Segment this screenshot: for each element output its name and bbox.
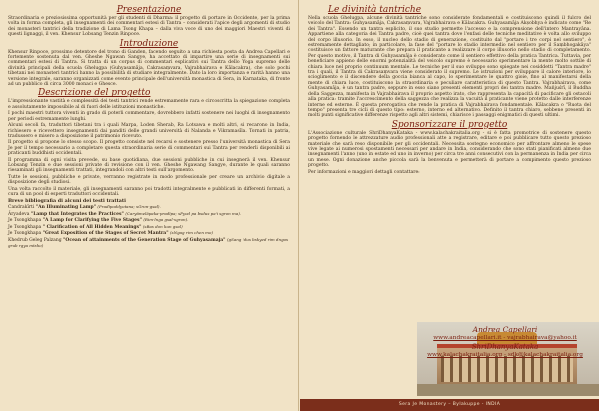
bibliography-item: Khedrub Geleg Palzang "Ocean of attainments of the Generation Stage of Guhyasamaja" (gSang 'dus bskyed rim dngos grub rgya mtsho) [8, 236, 289, 249]
bibliography-list [8, 204, 290, 250]
descrizione-paragraph: Tutte le sessioni, pubbliche e private, verranno registrate in modo professionale per creare un archivio digitale a disposizione degli studiosi. [8, 174, 290, 186]
contact-name: Andrea Capellari [472, 325, 538, 334]
bibliography-item: Je Tsongkhapa "Great Exposition of the Stages of Secret Mantra" (sNgag rim chen mo) [8, 230, 213, 237]
contact-org: ShriDhanyaKataka [471, 343, 539, 351]
bibliography-title: Breve bibliografia di alcuni dei testi trattati [8, 198, 126, 205]
descrizione-paragraph: L'impressionante vastità e complessità dei testi tantrici rende estremamente rara e circoscritta la spiegazione completa e assolutamente impossibile al di fuori delle istituzioni monastiche. [8, 99, 290, 110]
footer-location: Sera Je Monastery – Bylakuppe - INDIA [300, 399, 599, 411]
contact-links-sdk[interactable]: www.kalachakraitalia.org - sdk@kalachakraitalia.org [427, 352, 583, 358]
contact-text [410, 324, 599, 359]
introduzione-text: Khensur Rinpoce, prossimo detentore del trono di Ganden, facendo seguito a una richiesta posta da Andrea Capellari e fortemente sostenuta dal ven. Gheshe Ngawan Sangye, ha accettato di impartire una serie di insegnamenti sui commentari estesi di Tantra. Si tratta di un corpus di commentari esplicativi sui Tantra dello Yoga supremo delle divinità principali della scuola Ghelugpa (Guhyasamāja, Cakrasaṃvara, Vajrabhairava e Kālacakra), che solo pochi tibetani nei monasteri tantrici hanno la possibilità di studiare integralmente. Dato la loro importanza e rarità hanno una versione integrale, saranno organizzati come evento principale dell'università monastica di Sera, in Karnataka, di fronte ad un pubblico di circa 3000 monaci e Ghesce. [8, 49, 290, 88]
sponsor-contact-intro: Per informazioni e maggiori dettagli contattare: [308, 169, 420, 175]
contacts-block [300, 322, 599, 396]
bibliography-item: Je Tsongkhapa " Clarification of All Hidden Meanings" (sBas don kun gsal) [8, 223, 183, 230]
descrizione-paragraph: Il programma di ogni visita prevede, su base quotidiana, due sessioni pubbliche in cui insegnerà il ven. Khensur Lobsang Tenzin e due sessioni private di revisione con il ven. Gheshe Ngawang Sangye, durante le quali saranno riesaminati gli insegnamenti trattati, integrandoli con altri testi sull'argomento. [8, 157, 290, 174]
sponsor-text: L'Associazione culturale ShriDhanyaKataka - www.kalachakraitalia.org - si è fatta promotrice di sostenere questo progetto fornendo le attrezzature audio professionali atte a registrare, editare e poi pubblicare tutto questo prezioso materiale che sarà reso disponibile per gli occidentali. Necessita sostegno economico per affrontare almeno le spese vive legate ai numerosi spostamenti necessari per andare in India, considerando che sono stati pianificati almeno due insegnamenti l'anno (uno in estate ed uno in inverno) per circa tre anni consecutivi con la permanenza in India per circa un mese. Ogni donazione anche piccola sarà la benvenuta e permetterà di portare a compimento questo prezioso progetto. [308, 130, 591, 169]
section-title-divinita: Le divinità tantriche [328, 5, 422, 15]
descrizione-paragraph: Il progetto si propone lo stesso scopo. Il progetto consiste nel recarsi e sostenere presso l'università monastica di Sera Je per il tempo necessario a completare questa straordinaria serie di commentari sui Tantra per renderli disponibili ai praticanti buddhisti occidentali. [8, 140, 290, 157]
section-title-introduzione: Introduzione [119, 38, 179, 49]
presentazione-text: Straordinaria e preziosissima opportunità per gli studenti di Dharma: il progetto di portare in Occidente, per la prima volta in forma completa, gli insegnamenti dei commentari estesi di Tantra – considerati l'apice degli argomenti di studio dei monasteri tantrici della tradizione di Lama Tsong Khapa – dalla viva voce di uno dei maggiori Maestri viventi di questi lignaggi, il ven. Khensur Lobsang Tenzin Rinpoce. [8, 16, 290, 38]
section-title-presentazione: Presentazione [116, 5, 182, 15]
left-column [0, 0, 299, 411]
descrizione-paragraph: Alcuni secoli fa, traduttori tibetani tra i quali Marpa, Loden Sherab, Ra Lotsawa e molti altri, si recarono in India, richiesero e ricevettero insegnamenti dai panditi delle grandi università di Nalanda e Vikramasīla. Tornati in patria, tradussero e misero a disposizione il patrimonio ricevuto. [8, 123, 290, 139]
bibliography-item: Candrakīrti "An Illuminating Lamp" (Pradīpoddyotana; sGron-gsal). [8, 204, 161, 211]
bibliography-item: Je Tsongkhapa "A Lamp for Clarifying the Five Stages" (Rim-lnga gsal-sgron). [8, 217, 189, 224]
bibliography-item: Āryadeva "Lamp that Integrates the Practices" (Caryāmelāpaka-pradīpa; sPyod pa bsdus pa'i sgron ma). [8, 210, 242, 217]
section-title-sponsor: Sponsorizzare il progetto [391, 119, 508, 130]
descrizione-paragraph: I pochi maestri tuttora viventi in grado di poterli commentare, dovrebbero infatti sostenere nei luoghi di insegnamento per periodi estremamente lunghi. [8, 111, 290, 122]
divinita-text: Nella scuola Ghelugpa, alcune divinità tantriche sono considerate fondamentali e costituiscono quindi il fulcro del veicolo del Tantra: Guhyasamāja, Cakrasaṃvara, Vajrabhairava e Kālacakra. Guhyasamāja Akṣobhya è indicato come "Re dei Tantra". Essendo un tantra esplicito, il suo studio permette l'accesso e la comprensione dell'intero Mantrayāna. Appartiene alla categoria dei Tantra padre, cioè quei tantra dove l'enfasi delle tecniche meditative è volta allo sviluppo del corpo illusorio. In esso, il nucleo dello stadio di generazione, costituito dal "portare i tre corpi nel sentiero", è estremamente dettagliato; in particolare, la fase del "portare lo stadio intermedio nel sentiero per il Saṃbhogakāya" costituisce un fattore maturante che prepara il praticante a realizzare il corpo illusorio nello stadio di completamento. Per questo motivo, il Tantra di Guhyasamāja è considerato come il sentiero effettivo della pratica Tantrica. Tuttavia, per beneficiare appieno delle enormi potenzialità del veicolo supremo è necessario sperimentare la mente molto sottile di chiara luce nel proprio continuum mentale. Le tecniche per il suo sviluppo sono spiegate nei cosiddetti "Tantra madre" tra i quali, il Tantra di Cakrasaṃvara viene considerato il supremo. Le istruzioni per sviluppare il calore interiore, lo scioglimento e il discendere della goccia bianca al capo, lo sperimentare le quattro gioie, fino al manifestarsi della mente di chiara luce, costituiscono la straordinaria e peculiare caratteristica di questo Tantra. Vajrabhairava, come Guhyasamāja, è un tantra padre, seppure in esso siano presenti elementi propri dei tantra madre. Mañjuśrī, il Buddha della Saggezza, manifesta in Vajrabhairava il proprio aspetto irato, che rappresenta la capacità di pacificare gli ostacoli alla pratica: tramite l'accrescimento della saggezza che realizza la vacuità il praticante viene protetto dalle interferenze interne ed esterne. È questa prerogativa che rende la pratica di Vajrabhairava fondamentale. Kālacakra o "Ruota del tempo" presenta tre cicli di questo tipo: esterno, interno ed alternativo. Definito il tantra chiaro, sebbene presenti in molti punti significative differenze rispetto agli altri sistemi, chiarisce i passaggi enigmatici di questi ultimi. [308, 16, 591, 119]
descrizione-paragraph: Una volta raccolto il materiale, gli insegnamenti saranno poi tradotti integralmente e pubblicati in differenti formati, a cura di un pool di esperti traduttori occidentali. [8, 186, 290, 197]
right-column [300, 0, 599, 411]
contact-links-andrea[interactable]: www.andreacapellari.it - vajrabhairava@yahoo.it [433, 335, 577, 341]
section-title-descrizione: Descrizione del progetto [38, 88, 151, 99]
